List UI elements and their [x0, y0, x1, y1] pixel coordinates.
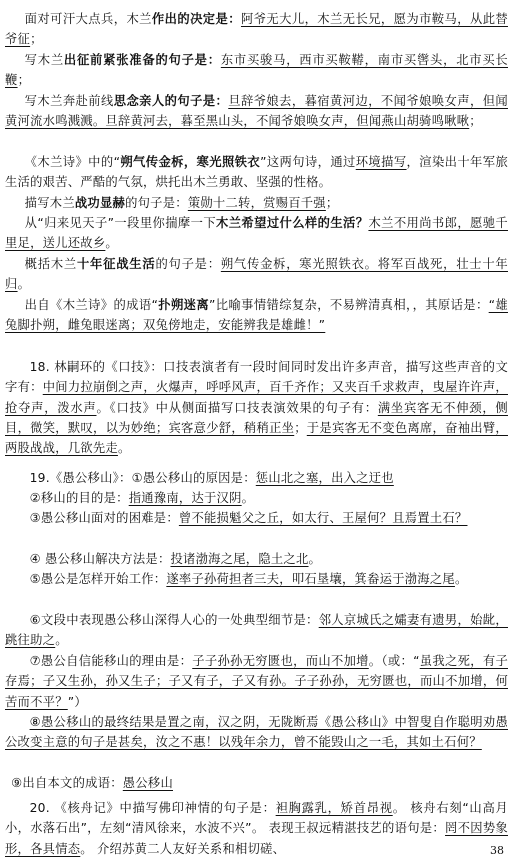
text: 。 介绍苏黄二人友好关系和相切磋、 — [80, 841, 286, 856]
answer-text: “雄兔脚扑朔，雌兔眼迷离；双兔傍地走，安能辨我是雄雌！” — [5, 298, 508, 333]
text: ③愚公移山面对的困难是： — [29, 511, 179, 525]
answer-text: 旦辞爷娘去，暮宿黄河边，不闻爷娘唤女声，但闻黄河流水鸣溅溅。旦辞黄河去，暮至黑山头，不闻爷娘唤女声，但闻燕山胡骑鸣啾啾 — [5, 94, 508, 129]
text: ”） — [67, 694, 87, 709]
answer-text: 惩山北之塞，出入之迂也 — [255, 471, 394, 485]
highlight-text: 战功显赫 — [74, 196, 126, 210]
highlight-text: 木兰希望过什么样的生活？ — [216, 216, 369, 230]
text: 。 — [454, 572, 468, 586]
question-19-line-5 — [5, 569, 508, 589]
text: 写木兰奔赴前线 — [24, 94, 114, 108]
text: ； — [30, 32, 43, 47]
text: 。 — [105, 236, 118, 251]
paragraph-mulan-missing-family — [5, 91, 508, 132]
answer-text: 于是宾客无不变色离席，奋袖出臂，两股战战，几欲先走 — [5, 420, 508, 456]
paragraph-ten-year-war — [5, 254, 508, 295]
text: 的句子是： — [155, 257, 221, 271]
question-19-line-9 — [5, 773, 508, 793]
answer-text: 东市买骏马，西市买鞍鞯，南市买辔头，北市买长鞭 — [5, 53, 508, 88]
text: 面对可汗大点兵，木兰 — [24, 12, 152, 26]
answer-text: 袒胸露乳，矫首昂视 — [275, 801, 393, 815]
answer-text: 投诸渤海之尾，隐土之北 — [170, 552, 309, 566]
paragraph-mulan-wish — [5, 213, 508, 254]
answer-text: 策勋十二转，赏赐百千强 — [187, 196, 326, 210]
text: ⑤愚公是怎样开始工作： — [29, 572, 167, 586]
text: 《口技》中从侧面描写口技表演效果的句子有： — [109, 400, 378, 415]
question-19-line-1 — [5, 468, 508, 488]
text: 概括木兰 — [24, 257, 77, 271]
text: ⑥文段中表现愚公移山深得人心的一处典型细节是： — [29, 613, 319, 627]
text: 的句子是： — [125, 196, 188, 210]
highlight-text: 作出的决定是： — [151, 12, 241, 26]
text: 。（或：“ — [368, 654, 420, 668]
answer-text: 阿爷无大儿，木兰无长兄，愿为市鞍马，从此替爷征 — [5, 12, 508, 47]
text: ； — [469, 114, 482, 129]
text: 。 核舟右刻“山高月小，水落石出”，左刻“清风徐来，水波不兴”。 表现王叔远精湛技艺的语句是： — [5, 801, 508, 836]
text: 写木兰 — [24, 53, 64, 67]
highlight-text: 出征前紧张准备的句子是： — [63, 53, 221, 67]
text: 20. 《核舟记》中描写佛印神情的句子是： — [29, 801, 276, 815]
question-19-line-6 — [5, 610, 508, 651]
question-19-line-4 — [5, 549, 508, 569]
page-number: 38 — [490, 844, 504, 857]
text: 19.《愚公移山》：①愚公移山的原因是： — [29, 471, 256, 485]
text: 。 — [55, 633, 68, 648]
text: 。 — [241, 491, 255, 505]
text: ，渲染出十年军旅生活的艰苦、严酷的气氛，烘托出木兰勇敢、坚强的性格。 — [5, 155, 508, 190]
text: 。 — [117, 441, 131, 456]
answer-text: 愚公移山 — [122, 776, 173, 790]
paragraph-mulan-preparation — [5, 50, 508, 91]
text: ； — [294, 420, 307, 435]
highlight-text: 十年征战生活 — [76, 257, 156, 271]
text: ④ 愚公移山解决方法是： — [29, 552, 171, 566]
answer-text: 罔不因势象形，各具情态 — [5, 821, 508, 856]
text: 描写木兰 — [24, 196, 75, 210]
paragraph-idiom — [5, 295, 508, 336]
question-19-line-8 — [5, 712, 508, 753]
paragraph-environment-description — [5, 152, 508, 193]
question-18-kouji — [5, 357, 508, 458]
text: 《木兰诗》中的“ — [24, 155, 121, 169]
text: ； — [325, 196, 339, 210]
text: ②移山的目的是： — [29, 491, 129, 505]
answer-text: 朔气传金柝，寒光照铁衣。将军百战死，壮士十年归 — [5, 257, 508, 292]
answer-text: 曾不能损魁父之丘，如太行、王屋何？且焉置土石？ — [178, 511, 468, 525]
answer-text: 木兰不用尚书郎，愿驰千里足，送儿还故乡 — [5, 216, 508, 251]
text: ”这两句诗，通过 — [260, 155, 356, 169]
text: ”比喻事情错综复杂，不易辨清真相，，其原话是： — [209, 298, 489, 312]
text: 从“归来见天子”一段里你揣摩一下 — [24, 216, 217, 230]
question-19-line-7 — [5, 651, 508, 712]
answer-text: 子子孙孙无穷匮也，而山不加增 — [192, 654, 369, 668]
answer-text: 邻人京城氏之孀妻有遗男，始龀，跳往助之 — [5, 613, 508, 648]
paragraph-mulan-decision — [5, 9, 508, 50]
text: ⑨出自本文的成语： — [11, 776, 123, 790]
question-19-line-3 — [5, 508, 508, 528]
answer-text: 环境描写 — [355, 155, 407, 169]
text: 。 — [308, 552, 322, 566]
text: ⑦愚公自信能移山的理由是： — [29, 654, 193, 668]
answer-text: 中间力拉崩倒之声，火爆声，呼呼风声，百千齐作；又夹百千求救声，曳屋许许声，抢夺声，泼水声 — [5, 380, 508, 415]
highlight-text: 思念亲人的句子是： — [113, 94, 229, 108]
paragraph-military-merit — [5, 193, 508, 213]
answer-text: 指通豫南，达于汉阴 — [128, 491, 242, 505]
text: 18. 林嗣环的《口技》：口技表演者有一段时间同时发出许多声音，描写这些声音的文字有： — [5, 360, 508, 395]
highlight-text: 朔气传金柝，寒光照铁衣 — [120, 155, 261, 169]
question-20-hezhouji — [5, 798, 508, 859]
answer-text: 虽我之死，有子存焉；子又生孙，孙又生子；子又有子，子又有孙。子子孙孙，无穷匮也，而山不加增，何苦而不平？ — [5, 654, 508, 709]
text: ； — [17, 73, 31, 88]
answer-text: 遂率子孙荷担者三夫，叩石垦壤，箕畚运于渤海之尾 — [166, 572, 455, 586]
text: 。 — [96, 400, 110, 415]
text: 。 — [17, 277, 31, 292]
highlight-text: 扑朔迷离 — [158, 298, 210, 312]
answer-text: ⑧愚公移山的最终结果是置之南，汉之阴，无陇断焉《愚公移山》中智叟自作聪明劝愚公改变主意的句子是甚矣，汝之不惠！以残年余力，曾不能毁山之一毛，其如土石何？ — [5, 715, 508, 750]
text: 出自《木兰诗》的成语“ — [24, 298, 159, 312]
question-19-line-2 — [5, 488, 508, 508]
answer-text: 满坐宾客无不伸颈，侧目，微笑，默叹，以为妙绝；宾客意少舒，稍稍正坐 — [5, 400, 508, 435]
